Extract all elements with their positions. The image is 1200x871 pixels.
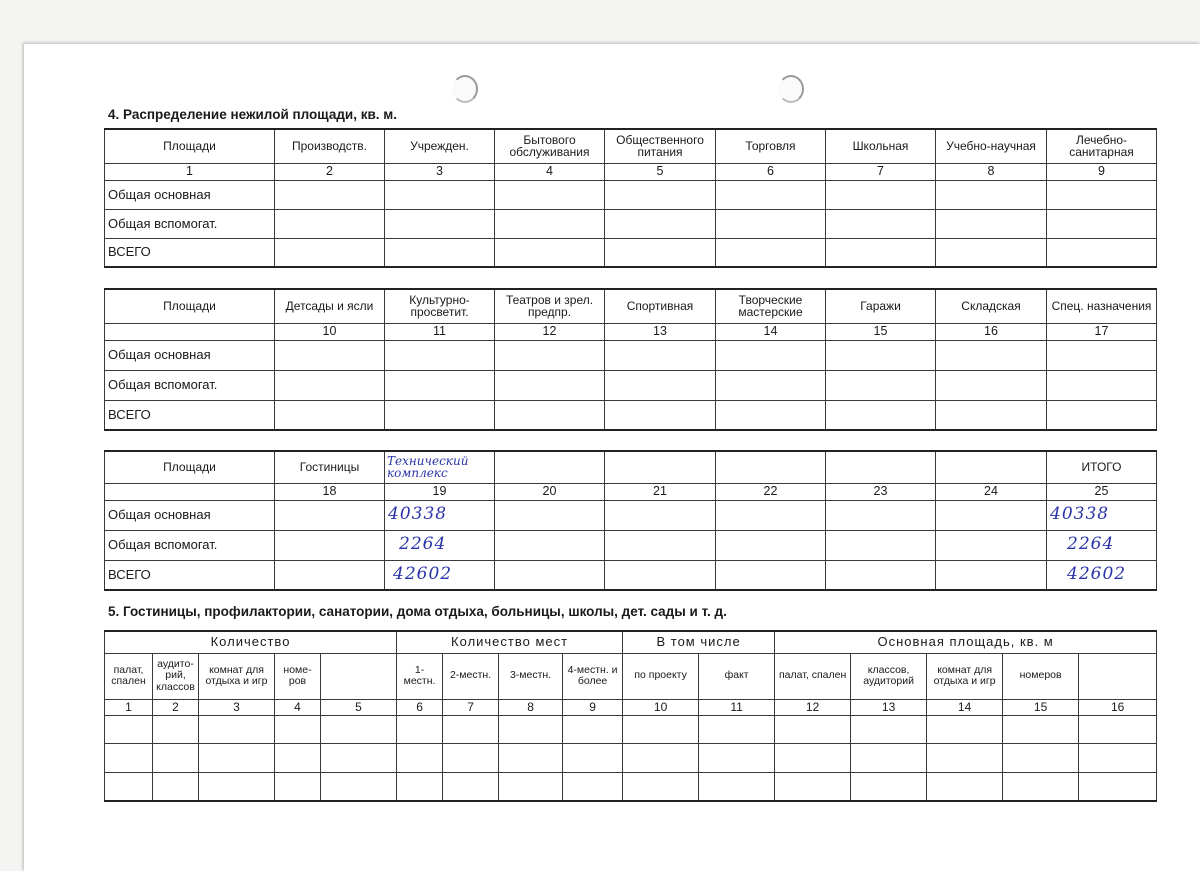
data-cell[interactable] [775,715,851,743]
column-number: 12 [775,699,851,715]
row-label-total: ВСЕГО [105,400,275,430]
data-cell[interactable] [605,530,716,560]
header-blank [716,451,826,483]
data-cell[interactable] [851,715,927,743]
row-label-main: Общая основная [105,340,275,370]
data-cell[interactable] [275,715,321,743]
header-production: Производств. [275,129,385,163]
row-label-total: ВСЕГО [105,238,275,267]
row-label-main: Общая основная [105,500,275,530]
header-workshops: Творческие мастерские [716,289,826,323]
data-cell[interactable] [1047,180,1157,209]
data-cell[interactable] [851,772,927,801]
header-sports: Спортивная [605,289,716,323]
header-actual: факт [699,653,775,699]
handwritten-value: 42602 [1067,563,1127,584]
group-number-of-places: Количество мест [397,631,623,653]
data-cell[interactable] [716,370,826,400]
data-cell[interactable] [199,772,275,801]
header-garages: Гаражи [826,289,936,323]
data-cell[interactable] [775,743,851,772]
data-cell[interactable] [716,180,826,209]
header-educational-scientific: Учебно-научная [936,129,1047,163]
data-cell[interactable] [495,209,605,238]
data-cell[interactable] [936,370,1047,400]
institutions-table [104,630,1157,802]
header-warehouse: Складская [936,289,1047,323]
handwritten-value: 42602 [393,563,453,584]
header-hotel-rooms: номе-ров [275,653,321,699]
data-cell[interactable] [826,238,936,267]
header-by-design: по проекту [623,653,699,699]
data-cell[interactable] [623,743,699,772]
data-cell-total-total[interactable] [1047,560,1157,590]
data-cell[interactable] [605,560,716,590]
data-cell[interactable] [699,772,775,801]
header-areas: Площади [105,451,275,483]
group-including: В том числе [623,631,775,653]
data-cell[interactable] [699,743,775,772]
column-number: 5 [605,163,716,180]
column-number: 1 [105,699,153,715]
column-number: 21 [605,483,716,500]
data-cell[interactable] [936,500,1047,530]
header-blank [936,451,1047,483]
data-cell-col19-aux[interactable] [385,530,495,560]
column-number: 3 [385,163,495,180]
data-cell[interactable] [716,238,826,267]
handwritten-header-line2: комплекс [387,466,448,481]
column-number: 3 [199,699,275,715]
header-triple: 3-местн. [499,653,563,699]
data-cell[interactable] [199,743,275,772]
data-cell[interactable] [275,209,385,238]
data-cell[interactable] [563,743,623,772]
header-cultural-educational: Культурно-просветит. [385,289,495,323]
group-main-area: Основная площадь, кв. м [775,631,1157,653]
data-cell[interactable] [495,370,605,400]
data-cell[interactable] [397,743,443,772]
data-cell[interactable] [936,560,1047,590]
data-cell[interactable] [385,400,495,430]
data-cell[interactable] [1079,772,1157,801]
data-cell[interactable] [826,340,936,370]
data-cell[interactable] [716,560,826,590]
data-cell[interactable] [105,772,153,801]
column-number: 11 [699,699,775,715]
data-cell[interactable] [385,370,495,400]
data-cell[interactable] [153,743,199,772]
data-cell[interactable] [199,715,275,743]
handwritten-value: 40338 [1050,504,1110,525]
data-cell[interactable] [443,715,499,743]
column-number: 7 [826,163,936,180]
header-area-classes: классов, аудиторий [851,653,927,699]
data-cell[interactable] [936,530,1047,560]
data-cell[interactable] [495,560,605,590]
data-cell[interactable] [1079,743,1157,772]
column-number: 1 [105,163,275,180]
data-cell[interactable] [1047,370,1157,400]
column-number: 23 [826,483,936,500]
header-institutions: Учрежден. [385,129,495,163]
punch-hole-right [778,75,804,103]
data-cell[interactable] [716,530,826,560]
data-cell[interactable] [1003,743,1079,772]
handwritten-header-line1: Технический [387,454,469,469]
header-auditoriums-classes: аудито-рий, классов [153,653,199,699]
group-quantity: Количество [105,631,397,653]
nonresidential-area-table-c [104,450,1157,591]
header-blank [826,451,936,483]
data-cell[interactable] [936,400,1047,430]
header-handwritten-technical-complex [385,451,495,483]
data-cell[interactable] [936,209,1047,238]
header-kindergartens: Детсады и ясли [275,289,385,323]
header-blank [1079,653,1157,699]
header-single: 1-местн. [397,653,443,699]
data-cell[interactable] [826,400,936,430]
data-cell[interactable] [927,743,1003,772]
header-catering: Общественного питания [605,129,716,163]
row-label-auxiliary: Общая вспомогат. [105,370,275,400]
data-cell[interactable] [623,772,699,801]
nonresidential-area-table-a [104,128,1157,268]
column-number: 15 [826,323,936,340]
data-cell[interactable] [826,180,936,209]
data-cell[interactable] [936,180,1047,209]
data-cell[interactable] [275,340,385,370]
data-cell[interactable] [775,772,851,801]
header-wards-bedrooms: палат, спален [105,653,153,699]
data-cell[interactable] [385,180,495,209]
column-number: 7 [443,699,499,715]
data-cell[interactable] [851,743,927,772]
data-cell[interactable] [385,238,495,267]
nonresidential-area-table-b [104,288,1157,431]
data-cell[interactable] [443,743,499,772]
data-cell[interactable] [716,209,826,238]
column-number: 19 [385,483,495,500]
data-cell[interactable] [495,180,605,209]
data-cell[interactable] [499,715,563,743]
header-areas: Площади [105,289,275,323]
data-cell[interactable] [1003,715,1079,743]
column-number: 8 [936,163,1047,180]
column-number: 8 [499,699,563,715]
data-cell-total-aux[interactable] [1047,530,1157,560]
data-cell[interactable] [321,772,397,801]
header-area-recreation: комнат для отдыха и игр [927,653,1003,699]
header-blank [495,451,605,483]
data-cell[interactable] [1047,238,1157,267]
data-cell[interactable] [716,400,826,430]
header-theatres: Театров и зрел. предпр. [495,289,605,323]
data-cell[interactable] [1047,209,1157,238]
data-cell[interactable] [605,500,716,530]
data-cell[interactable] [826,370,936,400]
data-cell[interactable] [321,715,397,743]
data-cell[interactable] [826,500,936,530]
data-cell[interactable] [153,715,199,743]
data-cell[interactable] [275,400,385,430]
data-cell[interactable] [826,209,936,238]
data-cell[interactable] [716,500,826,530]
data-cell[interactable] [153,772,199,801]
column-number: 20 [495,483,605,500]
header-total: ИТОГО [1047,451,1157,483]
data-cell[interactable] [936,238,1047,267]
column-number: 24 [936,483,1047,500]
column-number: 13 [605,323,716,340]
row-label-auxiliary: Общая вспомогат. [105,209,275,238]
header-blank [321,653,397,699]
row-label-main: Общая основная [105,180,275,209]
column-number: 10 [623,699,699,715]
column-number [105,483,275,500]
data-cell[interactable] [623,715,699,743]
column-number: 9 [563,699,623,715]
column-number: 16 [936,323,1047,340]
handwritten-value: 2264 [1067,534,1115,555]
data-cell[interactable] [936,340,1047,370]
column-number: 14 [927,699,1003,715]
data-cell[interactable] [275,238,385,267]
column-number: 10 [275,323,385,340]
column-number [105,323,275,340]
column-number: 22 [716,483,826,500]
column-number: 15 [1003,699,1079,715]
header-quadruple-plus: 4-местн. и более [563,653,623,699]
data-cell[interactable] [275,743,321,772]
data-cell-col19-total[interactable] [385,560,495,590]
column-number: 17 [1047,323,1157,340]
data-cell[interactable] [105,715,153,743]
data-cell-total-main[interactable] [1047,500,1157,530]
data-cell[interactable] [495,400,605,430]
data-cell[interactable] [699,715,775,743]
data-cell[interactable] [105,743,153,772]
data-cell[interactable] [495,530,605,560]
handwritten-value: 2264 [399,534,447,555]
data-cell[interactable] [1047,400,1157,430]
data-cell[interactable] [605,209,716,238]
data-cell[interactable] [563,715,623,743]
data-cell[interactable] [495,238,605,267]
data-cell[interactable] [275,500,385,530]
handwritten-value: 40338 [388,504,448,525]
column-number: 2 [275,163,385,180]
column-number: 5 [321,699,397,715]
column-number: 16 [1079,699,1157,715]
data-cell[interactable] [397,772,443,801]
header-double: 2-местн. [443,653,499,699]
data-cell[interactable] [563,772,623,801]
column-number: 14 [716,323,826,340]
section5-title: 5. Гостиницы, профилактории, санатории, дома отдыха, больницы, школы, дет. сады и т. д. [108,604,727,619]
data-cell[interactable] [385,340,495,370]
data-cell[interactable] [275,560,385,590]
header-area-rooms: номеров [1003,653,1079,699]
header-school: Школьная [826,129,936,163]
column-number: 6 [397,699,443,715]
data-cell[interactable] [321,743,397,772]
data-cell[interactable] [385,209,495,238]
data-cell[interactable] [716,340,826,370]
data-cell[interactable] [1003,772,1079,801]
data-cell[interactable] [605,180,716,209]
data-cell[interactable] [927,772,1003,801]
data-cell[interactable] [1079,715,1157,743]
data-cell[interactable] [826,530,936,560]
header-recreation-rooms: комнат для отдыха и игр [199,653,275,699]
data-cell[interactable] [275,180,385,209]
column-number: 25 [1047,483,1157,500]
header-area-wards: палат, спален [775,653,851,699]
row-label-auxiliary: Общая вспомогат. [105,530,275,560]
header-areas: Площади [105,129,275,163]
data-cell[interactable] [275,772,321,801]
data-cell[interactable] [605,340,716,370]
data-cell[interactable] [499,743,563,772]
data-cell[interactable] [275,530,385,560]
header-consumer-services: Бытового обслуживания [495,129,605,163]
row-label-total: ВСЕГО [105,560,275,590]
column-number: 11 [385,323,495,340]
column-number: 4 [275,699,321,715]
column-number: 13 [851,699,927,715]
data-cell[interactable] [397,715,443,743]
header-hotels: Гостиницы [275,451,385,483]
data-cell-col19-main[interactable] [385,500,495,530]
data-cell[interactable] [1047,340,1157,370]
column-number: 2 [153,699,199,715]
data-cell[interactable] [495,500,605,530]
data-cell[interactable] [605,370,716,400]
data-cell[interactable] [927,715,1003,743]
data-cell[interactable] [499,772,563,801]
data-cell[interactable] [826,560,936,590]
section4-title: 4. Распределение нежилой площади, кв. м. [108,107,398,122]
column-number: 4 [495,163,605,180]
data-cell[interactable] [605,238,716,267]
data-cell[interactable] [443,772,499,801]
header-medical-sanitary: Лечебно-санитарная [1047,129,1157,163]
column-number: 9 [1047,163,1157,180]
header-blank [605,451,716,483]
punch-hole-left [452,75,478,103]
header-special-purpose: Спец. назначения [1047,289,1157,323]
column-number: 18 [275,483,385,500]
data-cell[interactable] [605,400,716,430]
data-cell[interactable] [495,340,605,370]
header-trade: Торговля [716,129,826,163]
data-cell[interactable] [275,370,385,400]
column-number: 6 [716,163,826,180]
column-number: 12 [495,323,605,340]
